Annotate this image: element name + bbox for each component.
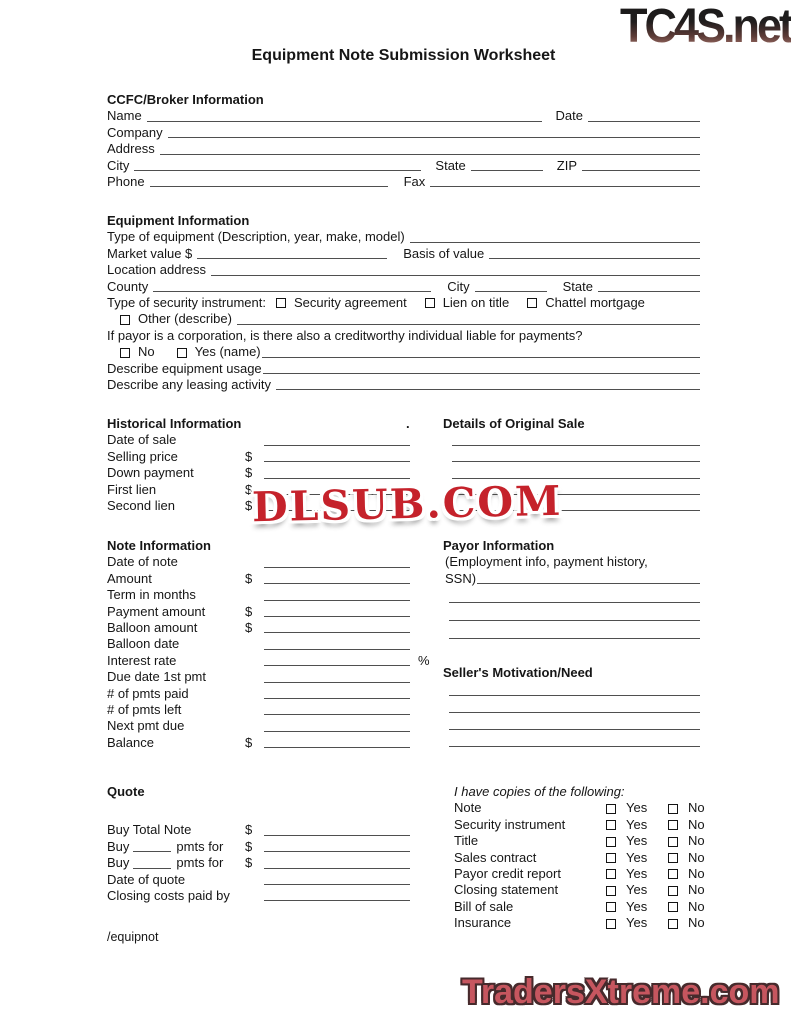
tradersxtreme-watermark: TradersXtreme.com <box>462 973 780 1011</box>
company-row <box>107 125 700 141</box>
market-value-field-line[interactable] <box>197 258 387 259</box>
page-title: Equipment Note Submission Worksheet <box>251 47 556 64</box>
term-row <box>107 587 447 603</box>
yes-label: Yes <box>626 849 648 865</box>
note-payor-section <box>107 538 700 758</box>
closing-costs-label: Closing costs paid by <box>107 887 230 903</box>
dollar-sign: $ <box>245 619 253 635</box>
city-label: City <box>107 157 130 173</box>
phone-label: Phone <box>107 173 145 189</box>
buy-total-label: Buy Total Note <box>107 822 192 838</box>
yes-checkbox[interactable] <box>606 837 616 847</box>
security-row <box>107 295 700 311</box>
no-label: No <box>688 915 705 931</box>
buy-pmts-label-group <box>107 839 245 855</box>
buy-pmts-label-group <box>107 855 245 871</box>
date-of-quote-field-line[interactable] <box>264 884 410 885</box>
broker-heading: CCFC/Broker Information <box>107 91 264 107</box>
copies-row-sales-contract <box>454 849 705 866</box>
type-row <box>107 229 700 245</box>
broker-section <box>107 92 700 190</box>
seller-field-line[interactable] <box>449 712 700 713</box>
balance-field-line[interactable] <box>264 747 410 748</box>
security-agreement-label: Security agreement <box>293 294 407 310</box>
other-label: Other (describe) <box>138 311 232 327</box>
corp-question: If payor is a corporation, is there also a creditworthy individual liable for payments? <box>107 327 583 343</box>
interest-rate-field-line[interactable] <box>264 665 410 666</box>
term-field-line[interactable] <box>264 600 410 601</box>
pmts-paid-row <box>107 686 447 702</box>
term-label: Term in months <box>107 587 196 603</box>
payor-blank-row <box>443 606 700 624</box>
yes-checkbox[interactable] <box>606 919 616 929</box>
phone-row <box>107 174 700 190</box>
fax-label: Fax <box>403 173 426 189</box>
yes-label: Yes <box>626 833 648 849</box>
pmts-left-field-line[interactable] <box>264 714 410 715</box>
copies-heading: I have copies of the following: <box>454 783 625 799</box>
leasing-field-line[interactable] <box>276 389 700 390</box>
copies-column <box>454 783 705 932</box>
next-pmt-label: Next pmt due <box>107 718 185 734</box>
copies-item-label: Payor credit report <box>454 865 561 881</box>
amount-label: Amount <box>107 570 152 586</box>
yes-name-field-line[interactable] <box>262 357 700 358</box>
pmts-paid-label: # of pmts paid <box>107 685 189 701</box>
historical-heading: Historical Information <box>107 415 242 431</box>
quote-copies-section <box>107 783 705 944</box>
seller-field-line[interactable] <box>449 746 700 747</box>
dollar-sign: $ <box>245 481 253 497</box>
balloon-date-row <box>107 636 447 652</box>
pmts-left-row <box>107 702 447 718</box>
no-checkbox[interactable] <box>668 820 678 830</box>
original-sale-field-line[interactable] <box>452 445 700 446</box>
balloon-amount-field-line[interactable] <box>264 632 410 633</box>
seller-blank-row <box>443 699 700 716</box>
buy-pmts-row <box>107 839 447 855</box>
second-lien-label: Second lien <box>107 497 175 513</box>
yes-label: Yes <box>626 816 648 832</box>
county-label: County <box>107 278 149 294</box>
yes-label: Yes <box>626 915 648 931</box>
no-checkbox[interactable] <box>668 869 678 879</box>
zip-field-line[interactable] <box>582 170 700 171</box>
yes-checkbox[interactable] <box>177 348 187 358</box>
note-heading: Note Information <box>107 537 211 553</box>
payor-field-line[interactable] <box>449 638 700 639</box>
percent-sign: % <box>418 652 430 668</box>
yes-name-label: Yes (name) <box>194 344 261 360</box>
payor-field-line[interactable] <box>449 620 700 621</box>
equip-city-label: City <box>447 278 470 294</box>
payment-amount-field-line[interactable] <box>264 616 410 617</box>
county-row <box>107 279 700 295</box>
security-agreement-checkbox[interactable] <box>276 298 286 308</box>
dollar-sign: $ <box>245 570 253 586</box>
equipment-section <box>107 213 700 393</box>
no-label: No <box>688 849 705 865</box>
payor-column <box>443 538 700 750</box>
balloon-date-label: Balloon date <box>107 636 180 652</box>
buy-label: Buy <box>107 855 130 871</box>
copies-item-label: Note <box>454 800 482 816</box>
balance-label: Balance <box>107 734 154 750</box>
buy-pmts-field-line[interactable] <box>264 868 410 869</box>
buy-label: Buy <box>107 838 130 854</box>
ssn-field-line[interactable] <box>477 583 700 584</box>
no-checkbox[interactable] <box>668 804 678 814</box>
state-label: State <box>435 157 466 173</box>
dollar-sign: $ <box>245 822 253 838</box>
date-of-note-label: Date of note <box>107 554 178 570</box>
closing-costs-field-line[interactable] <box>264 900 410 901</box>
payor-heading: Payor Information <box>443 537 555 553</box>
seller-blank-row <box>443 733 700 750</box>
yes-label: Yes <box>626 865 648 881</box>
copies-item-label: Insurance <box>454 915 512 931</box>
original-sale-heading: Details of Original Sale <box>443 415 585 431</box>
yes-checkbox[interactable] <box>606 869 616 879</box>
dollar-sign: $ <box>245 497 253 513</box>
buy-total-field-line[interactable] <box>264 835 410 836</box>
no-checkbox[interactable] <box>668 886 678 896</box>
other-field-line[interactable] <box>237 324 700 325</box>
ssn-label: SSN) <box>445 570 477 586</box>
payor-blank-row <box>443 587 700 605</box>
quote-column <box>107 784 447 904</box>
balloon-amount-label: Balloon amount <box>107 619 198 635</box>
yes-label: Yes <box>626 898 648 914</box>
pmts-left-label: # of pmts left <box>107 701 182 717</box>
due-date-label: Due date 1st pmt <box>107 669 206 685</box>
date-of-quote-label: Date of quote <box>107 871 186 887</box>
usage-row <box>107 361 700 377</box>
date-of-note-row <box>107 554 447 570</box>
down-payment-field-line[interactable] <box>264 478 410 479</box>
other-checkbox[interactable] <box>120 315 130 325</box>
no-label: No <box>688 800 705 816</box>
note-column <box>107 538 447 751</box>
usage-field-line[interactable] <box>263 373 700 374</box>
copies-row-security-instrument <box>454 816 705 833</box>
yes-label: Yes <box>626 800 648 816</box>
payor-field-line[interactable] <box>449 602 700 603</box>
buy-total-row <box>107 822 447 838</box>
yes-label: Yes <box>626 882 648 898</box>
lien-on-title-label: Lien on title <box>442 294 510 310</box>
type-label: Type of equipment (Description, year, make, model) <box>107 229 405 245</box>
no-label: No <box>688 882 705 898</box>
selling-price-field-line[interactable] <box>264 461 410 462</box>
interest-rate-row <box>107 653 447 669</box>
copies-row-note <box>454 800 705 816</box>
no-label: No <box>688 898 705 914</box>
no-checkbox[interactable] <box>668 837 678 847</box>
copies-item-label: Sales contract <box>454 849 537 865</box>
address-row <box>107 141 700 157</box>
copies-item-label: Title <box>454 833 479 849</box>
dollar-sign: $ <box>245 465 253 481</box>
dollar-sign: $ <box>245 603 253 619</box>
no-checkbox[interactable] <box>668 919 678 929</box>
ssn-row <box>443 571 700 587</box>
address-field-line[interactable] <box>160 154 700 155</box>
closing-costs-row <box>107 888 447 904</box>
chattel-mortgage-checkbox[interactable] <box>527 298 537 308</box>
header-dot: . <box>406 415 410 431</box>
no-yes-row <box>107 344 700 360</box>
company-label: Company <box>107 124 163 140</box>
interest-rate-label: Interest rate <box>107 652 177 668</box>
no-checkbox[interactable] <box>668 853 678 863</box>
zip-label: ZIP <box>556 157 577 173</box>
quote-heading: Quote <box>107 783 145 799</box>
payment-amount-label: Payment amount <box>107 603 206 619</box>
market-row <box>107 246 700 262</box>
location-row <box>107 262 700 278</box>
date-of-sale-row <box>107 432 700 448</box>
payor-note-text: (Employment info, payment history, <box>445 554 648 570</box>
leasing-row <box>107 377 700 393</box>
buy-count-field-line[interactable] <box>133 868 171 869</box>
buy-pmts-field-line[interactable] <box>264 851 410 852</box>
no-label: No <box>138 344 155 360</box>
no-checkbox[interactable] <box>120 348 130 358</box>
copies-item-label: Closing statement <box>454 882 559 898</box>
selling-price-row <box>107 449 700 465</box>
dollar-sign: $ <box>245 734 253 750</box>
date-of-sale-field-line[interactable] <box>264 445 410 446</box>
fax-field-line[interactable] <box>430 186 700 187</box>
pmts-paid-field-line[interactable] <box>264 698 410 699</box>
no-label: No <box>688 816 705 832</box>
balance-row <box>107 735 447 751</box>
address-label: Address <box>107 141 155 157</box>
amount-field-line[interactable] <box>264 583 410 584</box>
copies-row-title <box>454 833 705 849</box>
first-lien-label: First lien <box>107 481 157 497</box>
copies-row-closing-statement <box>454 882 705 898</box>
market-value-label: Market value $ <box>107 245 193 261</box>
seller-field-line[interactable] <box>449 729 700 730</box>
corp-question-row <box>107 328 700 344</box>
tc4s-logo: TC4S.net <box>591 2 791 50</box>
payment-amount-row <box>107 604 447 620</box>
amount-row <box>107 571 447 587</box>
equip-state-field-line[interactable] <box>598 291 700 292</box>
seller-field-line[interactable] <box>449 695 700 696</box>
phone-field-line[interactable] <box>150 186 388 187</box>
leasing-label: Describe any leasing activity <box>107 376 272 392</box>
city-row <box>107 158 700 174</box>
payor-blank-row <box>443 624 700 642</box>
yes-checkbox[interactable] <box>606 804 616 814</box>
pmts-for-label: pmts for <box>176 855 224 871</box>
copies-row-bill-of-sale <box>454 898 705 915</box>
date-of-sale-label: Date of sale <box>107 432 177 448</box>
no-label: No <box>688 833 705 849</box>
next-pmt-field-line[interactable] <box>264 731 410 732</box>
no-label: No <box>688 865 705 881</box>
other-row <box>107 311 700 327</box>
payor-note-line1 <box>443 554 700 570</box>
date-label: Date <box>555 108 583 124</box>
yes-checkbox[interactable] <box>606 886 616 896</box>
dlsub-watermark: DLSUB.COM <box>251 476 563 532</box>
name-row <box>107 108 700 124</box>
dollar-sign: $ <box>245 855 253 871</box>
date-field-line[interactable] <box>588 121 700 122</box>
basis-field-line[interactable] <box>489 258 700 259</box>
chattel-mortgage-label: Chattel mortgage <box>545 294 645 310</box>
pmts-for-label: pmts for <box>176 838 224 854</box>
seller-heading: Seller's Motivation/Need <box>443 665 593 681</box>
down-payment-label: Down payment <box>107 465 194 481</box>
lien-on-title-checkbox[interactable] <box>425 298 435 308</box>
date-of-quote-row <box>107 872 447 888</box>
yes-checkbox[interactable] <box>606 853 616 863</box>
dollar-sign: $ <box>245 448 253 464</box>
date-of-note-field-line[interactable] <box>264 567 410 568</box>
balloon-amount-row <box>107 620 447 636</box>
security-label: Type of security instrument: <box>107 294 266 310</box>
location-label: Location address <box>107 262 207 278</box>
form-code: /equipnot <box>107 930 159 944</box>
no-checkbox[interactable] <box>668 902 678 912</box>
copies-item-label: Security instrument <box>454 816 566 832</box>
county-field-line[interactable] <box>153 291 431 292</box>
due-date-field-line[interactable] <box>264 682 410 683</box>
basis-label: Basis of value <box>403 245 485 261</box>
copies-row-payor-credit-report <box>454 865 705 882</box>
usage-label: Describe equipment usage <box>107 360 262 376</box>
location-field-line[interactable] <box>211 275 700 276</box>
copies-item-label: Bill of sale <box>454 898 514 914</box>
buy-pmts-row <box>107 855 447 871</box>
seller-blank-row <box>443 682 700 699</box>
name-field-line[interactable] <box>147 121 542 122</box>
historical-header-row <box>107 416 700 432</box>
yes-checkbox[interactable] <box>606 902 616 912</box>
equip-state-label: State <box>562 278 593 294</box>
due-date-row <box>107 669 447 685</box>
selling-price-label: Selling price <box>107 448 178 464</box>
state-field-line[interactable] <box>471 170 543 171</box>
balloon-date-field-line[interactable] <box>264 649 410 650</box>
original-sale-field-line[interactable] <box>452 461 700 462</box>
dollar-sign: $ <box>245 838 253 854</box>
seller-blank-row <box>443 716 700 733</box>
yes-checkbox[interactable] <box>606 820 616 830</box>
copies-row-insurance <box>454 915 705 931</box>
type-field-line[interactable] <box>410 242 700 243</box>
equip-city-field-line[interactable] <box>475 291 547 292</box>
buy-count-field-line[interactable] <box>133 851 171 852</box>
company-field-line[interactable] <box>168 137 700 138</box>
equipment-heading: Equipment Information <box>107 212 250 228</box>
next-pmt-row <box>107 718 447 734</box>
name-label: Name <box>107 108 142 124</box>
city-field-line[interactable] <box>134 170 421 171</box>
